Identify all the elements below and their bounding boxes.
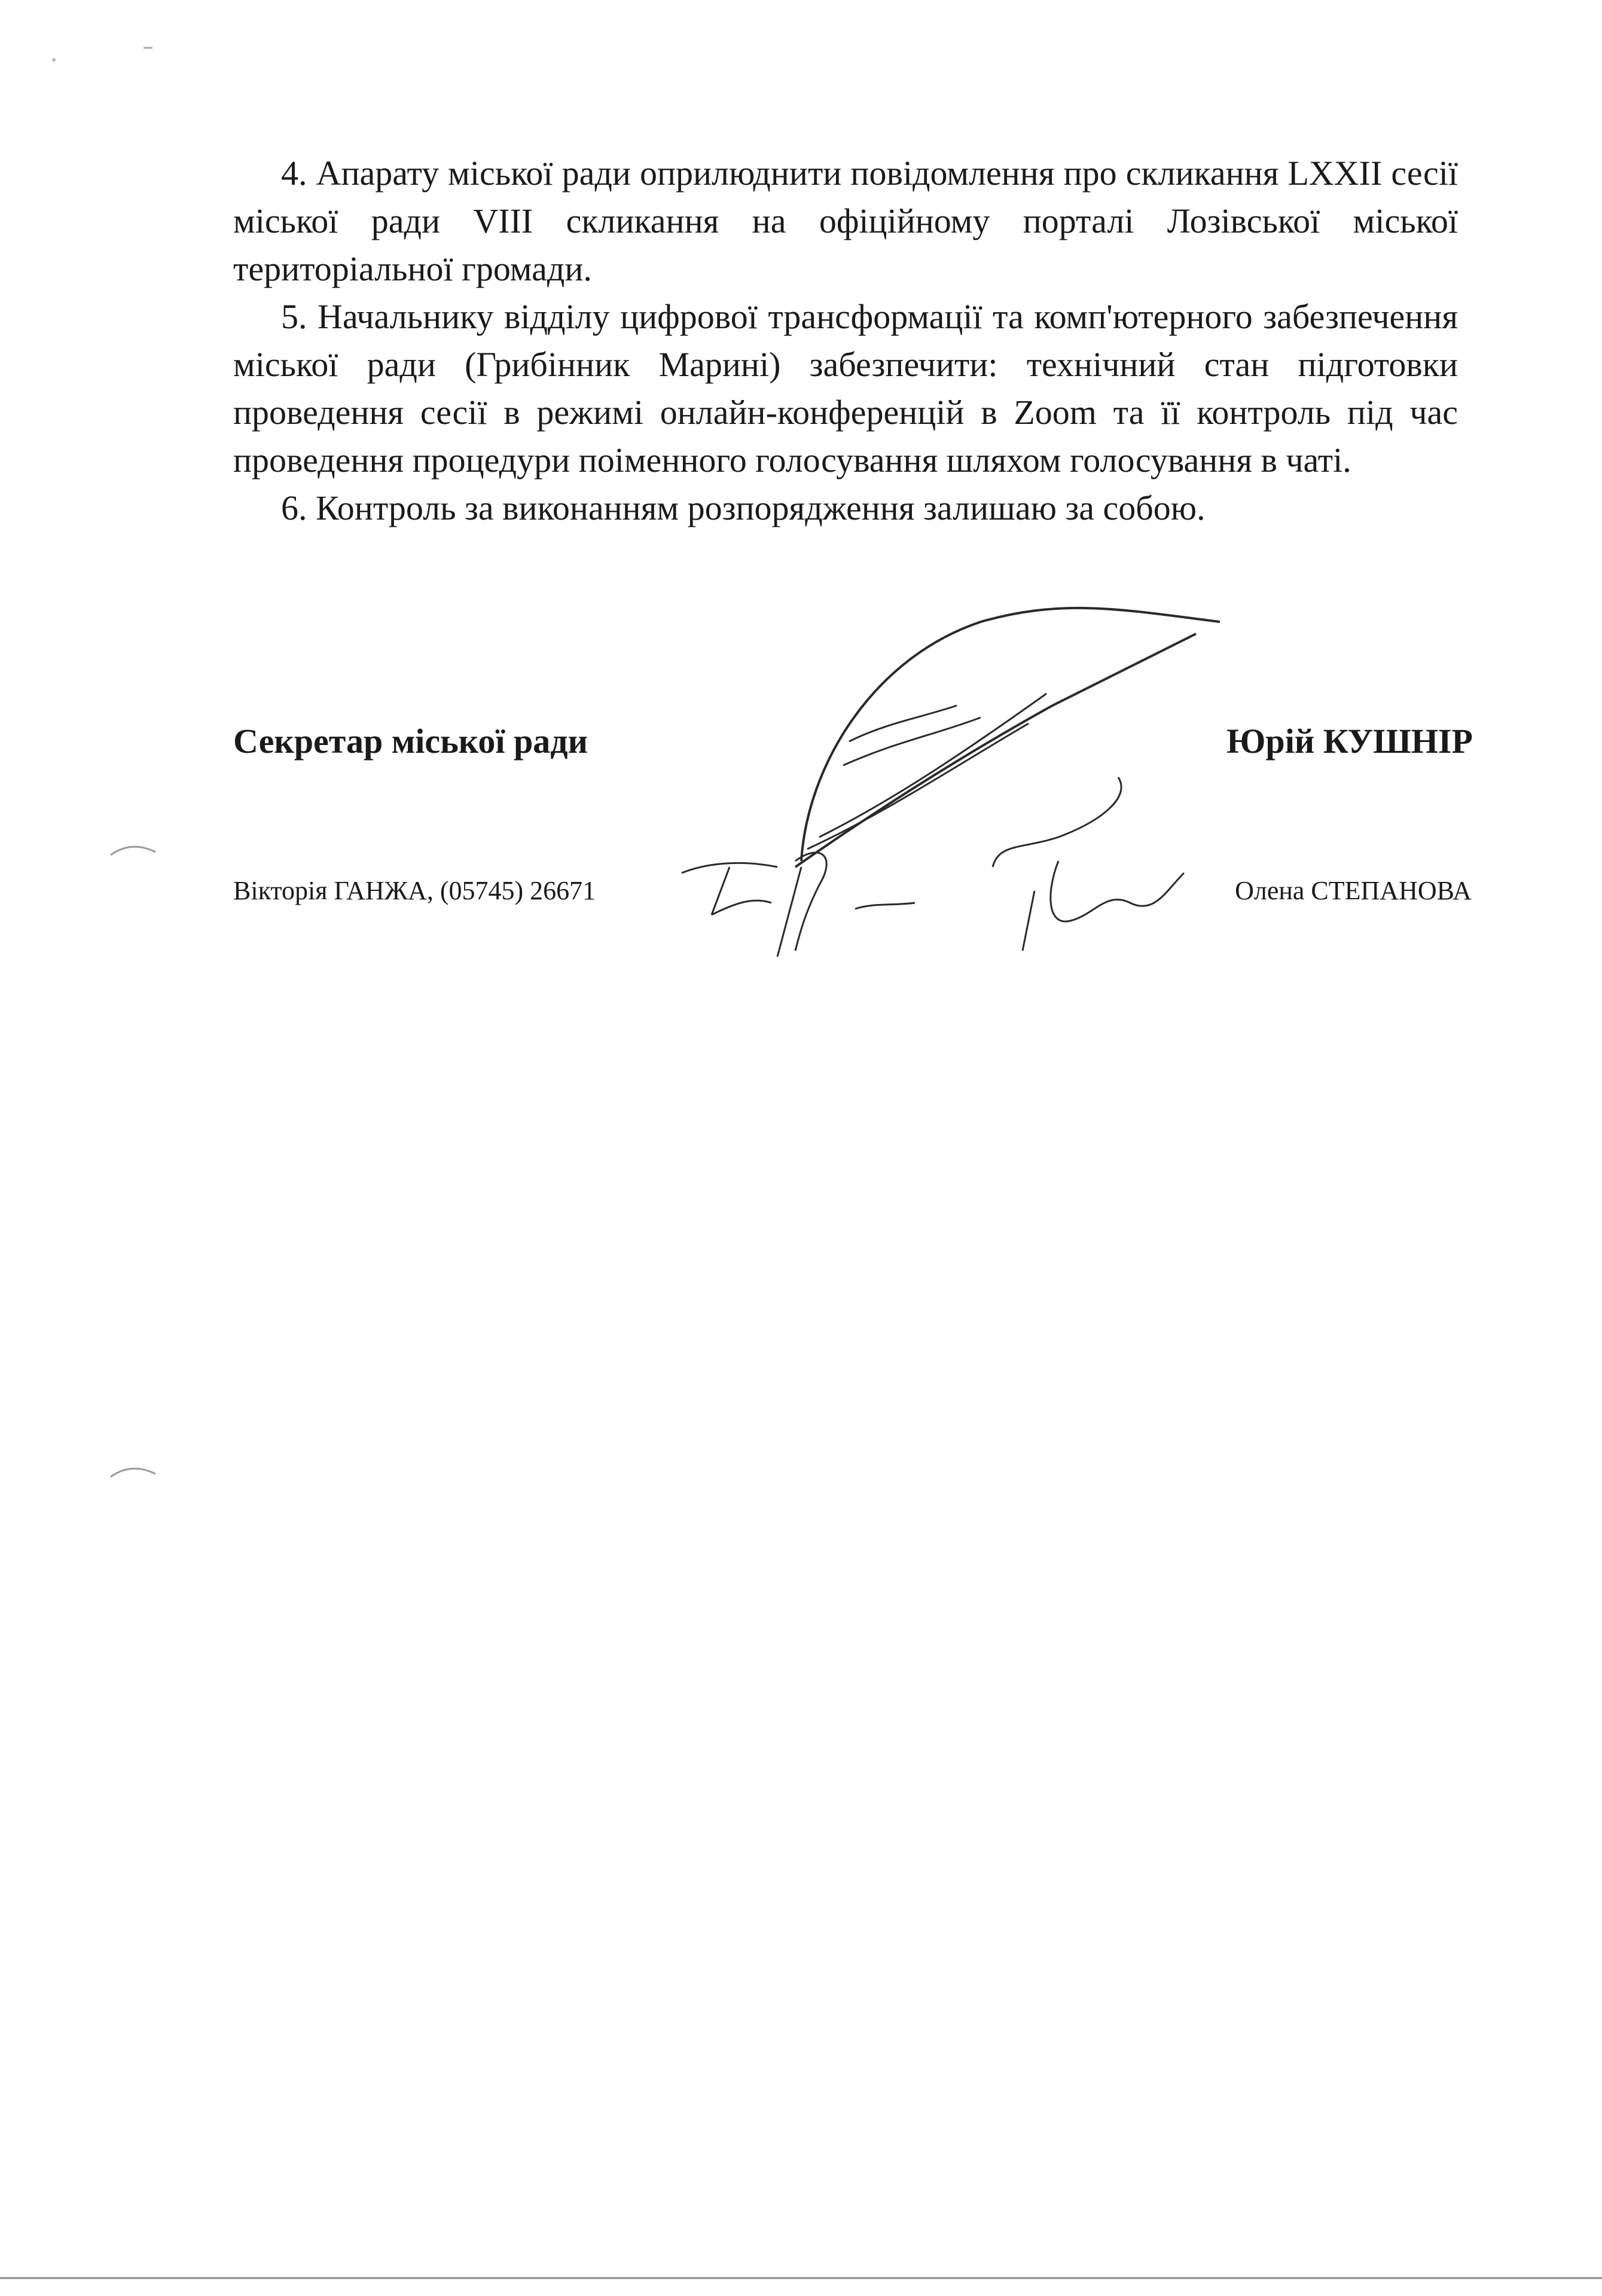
paragraph-4: 4. Апарату міської ради оприлюднити повідомлення про скликання LXXII сесії міської ради VIII скликання на офіційному порталі Лозівської міської територіальної громади. xyxy=(233,154,1458,288)
paragraph-6: 6. Контроль за виконанням розпорядження залишаю за собою. xyxy=(281,488,1206,527)
approver-name: Олена СТЕПАНОВА xyxy=(1235,876,1472,905)
handwritten-initials-right xyxy=(987,771,1190,963)
signer-name: Юрій КУШНІР xyxy=(1226,722,1473,761)
signer-position: Секретар міської ради xyxy=(233,722,588,761)
scan-artifact-top xyxy=(48,36,167,72)
scan-artifact-punch-hole-1 xyxy=(108,837,161,873)
scan-artifact-bottom-line xyxy=(0,2272,1602,2284)
paragraph-5: 5. Начальнику відділу цифрової трансформації та комп'ютерного забезпечення міської ради (Грибінник Марині) забезпечити: технічний стан підготовки проведення сесії в режимі онлайн-конференцій в Zoom та її контроль під час проведення процедури поіменного голосування шляхом голосування в чаті. xyxy=(233,297,1458,480)
author-contact: Вікторія ГАНЖА, (05745) 26671 xyxy=(233,876,596,905)
handwritten-initials-left xyxy=(676,837,927,957)
scan-artifact-punch-hole-2 xyxy=(108,1459,161,1495)
